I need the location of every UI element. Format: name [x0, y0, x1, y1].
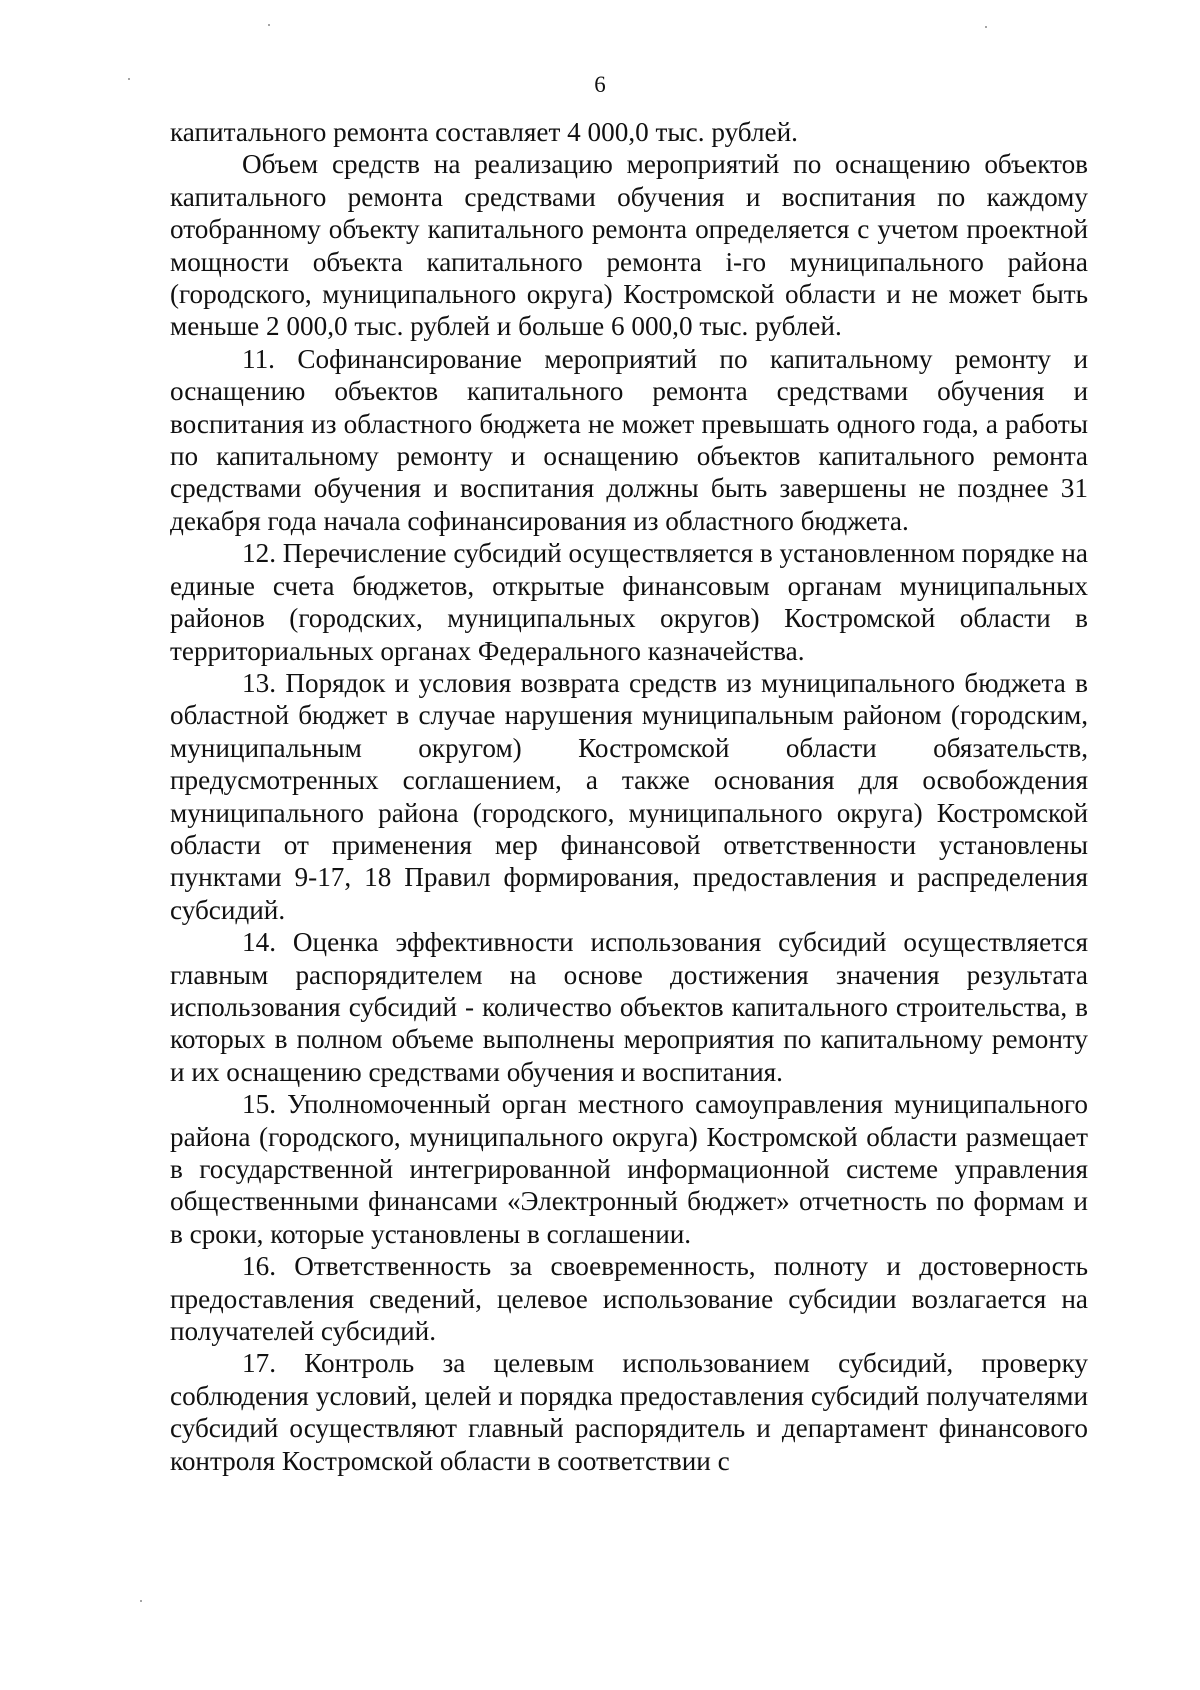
scan-speck [985, 26, 987, 28]
paragraph-item-11: 11. Софинансирование мероприятий по капитальному ремонту и оснащению объектов капитального ремонта средствами обучения и воспитания из областного бюджета не может превышать одного года, а работы по капитальному ремонту и оснащению объектов капитального ремонта средствами обучения и воспитания должны быть завершены не позднее 31 декабря года начала софинансирования из областного бюджета. [170, 343, 1088, 536]
paragraph-item-14: 14. Оценка эффективности использования субсидий осуществляется главным распорядителем на основе достижения значения результата использования субсидий - количество объектов капитального строительства, в которых в полном объеме выполнены мероприятия по капитальному ремонту и их оснащению средствами обучения и воспитания. [170, 927, 1088, 1087]
paragraph-item-13: 13. Порядок и условия возврата средств из муниципального бюджета в областной бюджет в случае нарушения муниципальным районом (городским, муниципальным округом) Костромской области обязательств, предусмотренных соглашением, а также основания для освобождения муниципального района (городского, муниципального округа) Костромской области от применения мер финансовой ответственности установлены пунктами 9-17, 18 Правил формирования, предоставления и распределения субсидий. [170, 667, 1088, 925]
scan-speck [140, 1600, 142, 1602]
paragraph-item-12: 12. Перечисление субсидий осуществляется в установленном порядке на единые счета бюджетов, открытые финансовым органам муниципальных районов (городских, муниципальных округов) Костромской области в территориальных органах Федерального казначейства. [170, 538, 1088, 666]
paragraph-item-15: 15. Уполномоченный орган местного самоуправления муниципального района (городского, муниципального округа) Костромской области размещает в государственной интегрированной информационной системе управления общественными финансами «Электронный бюджет» отчетность по формам и в сроки, которые установлены в соглашении. [170, 1089, 1088, 1249]
page-number: 6 [594, 72, 606, 97]
paragraph-equipment-funding: Объем средств на реализацию мероприятий по оснащению объектов капитального ремонта средствами обучения и воспитания по каждому отобранному объекту капитального ремонта определяется с учетом проектной мощности объекта капитального ремонта i-го муниципального района (городского, муниципального округа) Костромской области и не может быть меньше 2 000,0 тыс. рублей и больше 6 000,0 тыс. рублей. [170, 149, 1088, 342]
paragraph-continuation: капитального ремонта составляет 4 000,0 тыс. рублей. [170, 117, 798, 147]
paragraph-item-17: 17. Контроль за целевым использованием субсидий, проверку соблюдения условий, целей и порядка предоставления субсидий получателями субсидий осуществляют главный распорядитель и департамент финансового контроля Костромской области в соответствии с [170, 1348, 1088, 1476]
scan-speck [268, 24, 270, 26]
paragraph-item-16: 16. Ответственность за своевременность, полноту и достоверность предоставления сведений, целевое использование субсидии возлагается на получателей субсидий. [170, 1251, 1088, 1347]
document-body [170, 116, 1088, 1477]
